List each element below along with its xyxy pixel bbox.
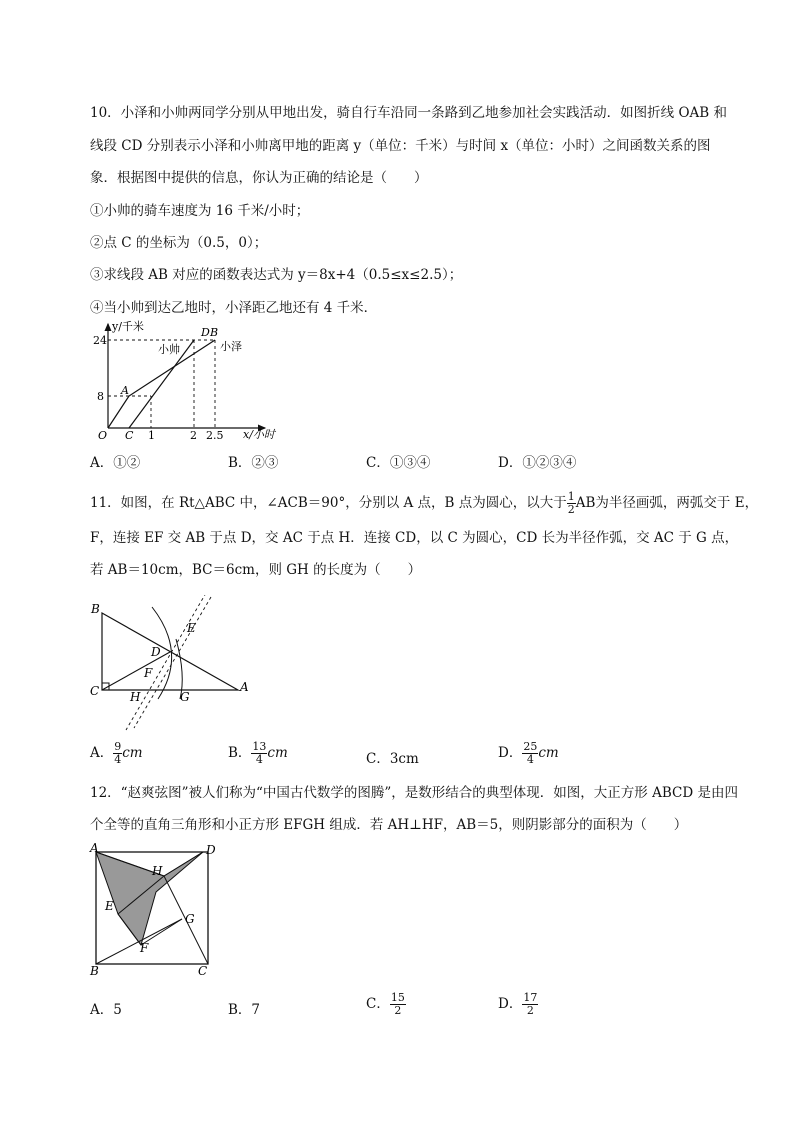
q11-options bbox=[90, 735, 750, 767]
q10-point-a: A bbox=[121, 384, 129, 397]
q11-label-e: E bbox=[187, 621, 196, 635]
q12-text-line-2: 个全等的直角三角形和小正方形 EFGH 组成．若 AH⊥HF，AB＝5，则阴影部分的面积为（ ） bbox=[90, 817, 688, 833]
q12-label-f: F bbox=[140, 941, 149, 955]
q11-text-line-3: 若 AB＝10cm，BC＝6cm，则 GH 的长度为（ ） bbox=[90, 562, 422, 578]
q10-xtick-1: 1 bbox=[148, 429, 155, 442]
q12-option-a[interactable]: A．5 bbox=[90, 1002, 122, 1018]
q11-label-c: C bbox=[90, 684, 100, 698]
q10-ylabel: y/千米 bbox=[112, 320, 144, 333]
q12-label-d: D bbox=[206, 843, 216, 857]
q10-option-d[interactable]: D．①②③④ bbox=[498, 455, 577, 471]
q12-zhao-shuang-figure bbox=[86, 840, 226, 980]
q11-label-a: A bbox=[240, 680, 249, 694]
q10-xtick-c: C bbox=[125, 429, 134, 442]
q10-point-d: D bbox=[201, 326, 210, 339]
q11-label-h: H bbox=[130, 690, 141, 704]
q12-label-c: C bbox=[198, 964, 208, 978]
q11-label-b: B bbox=[91, 602, 100, 616]
q12-label-b: B bbox=[90, 964, 99, 978]
q11-text-line-1 bbox=[90, 491, 758, 516]
q11-text-line-1-post: AB为半径画弧，两弧交于 E， bbox=[575, 495, 759, 511]
q10-ytick-8: 8 bbox=[97, 390, 104, 403]
q10-option-b[interactable]: B．②③ bbox=[228, 455, 279, 471]
q12-label-e: E bbox=[105, 899, 114, 913]
q10-xlabel: x/小时 bbox=[243, 428, 275, 441]
q11-label-f: F bbox=[144, 666, 153, 680]
q10-statement-4: ④当小帅到达乙地时，小泽距乙地还有 4 千米． bbox=[90, 300, 378, 316]
q11-option-d[interactable]: D． $\frac{25}{4}$ cm bbox=[498, 740, 559, 766]
q11-triangle-figure bbox=[88, 595, 260, 735]
q10-text-line-1: 10．小泽和小帅两同学分别从甲地出发，骑自行车沿同一条路到乙地参加社会实践活动．如图折线 OAB 和 bbox=[90, 105, 727, 121]
q10-option-a[interactable]: A．①② bbox=[90, 455, 141, 471]
q10-distance-time-graph bbox=[90, 318, 290, 446]
q12-option-b[interactable]: B．7 bbox=[228, 1002, 261, 1018]
q11-option-b[interactable]: B． $\frac{13}{4}$ cm bbox=[228, 740, 288, 766]
q11-half-fraction: $\frac{1}{2}$ bbox=[567, 490, 575, 516]
q10-options bbox=[90, 451, 750, 473]
q12-label-a: A bbox=[90, 841, 99, 855]
q12-option-c[interactable]: C． $\frac{15}{2}$ bbox=[366, 991, 405, 1017]
q10-label-ze: 小泽 bbox=[220, 340, 242, 353]
q12-text-line-1: 12．“赵爽弦图”被人们称为“中国古代数学的图腾”，是数形结合的典型体现．如图，大正方形 ABCD 是由四 bbox=[90, 785, 738, 801]
q12-label-g: G bbox=[185, 912, 195, 926]
q10-origin: O bbox=[98, 429, 108, 442]
q12-label-h: H bbox=[152, 864, 163, 878]
q12-options bbox=[90, 992, 750, 1024]
q10-statement-1: ①小帅的骑车速度为 16 千米/小时； bbox=[90, 203, 310, 219]
q10-statement-2: ②点 C 的坐标为（0.5，0）； bbox=[90, 235, 268, 251]
q12-option-d[interactable]: D． $\frac{17}{2}$ bbox=[498, 991, 538, 1017]
q11-option-c[interactable]: C．3cm bbox=[366, 751, 419, 767]
q11-option-a[interactable]: A． $\frac{9}{4}$ cm bbox=[90, 740, 143, 766]
q11-text-line-1-pre: 11．如图，在 Rt△ABC 中，∠ACB＝90°，分别以 A 点，B 点为圆心，以大于 bbox=[90, 495, 567, 511]
q10-xtick-2: 2 bbox=[190, 429, 197, 442]
q10-option-c[interactable]: C．①③④ bbox=[366, 455, 431, 471]
q11-text-line-2: F，连接 EF 交 AB 于点 D，交 AC 于点 H．连接 CD，以 C 为圆心，CD 长为半径作弧，交 AC 于 G 点， bbox=[90, 530, 739, 546]
q10-text-line-2: 线段 CD 分别表示小泽和小帅离甲地的距离 y（单位：千米）与时间 x（单位：小时）之间函数关系的图 bbox=[90, 138, 711, 154]
q10-label-shuai: 小帅 bbox=[158, 343, 180, 356]
q11-line-ef bbox=[126, 595, 206, 730]
q11-label-g: G bbox=[180, 690, 190, 704]
q10-point-b: B bbox=[210, 326, 219, 339]
q10-statement-3: ③求线段 AB 对应的函数表达式为 y＝8x+4（0.5≤x≤2.5）； bbox=[90, 267, 463, 283]
q10-ytick-24: 24 bbox=[93, 334, 107, 347]
q10-xtick-2-5: 2.5 bbox=[206, 429, 224, 442]
q10-text-line-3: 象．根据图中提供的信息，你认为正确的结论是（ ） bbox=[90, 170, 428, 186]
q11-label-d: D bbox=[151, 645, 161, 659]
